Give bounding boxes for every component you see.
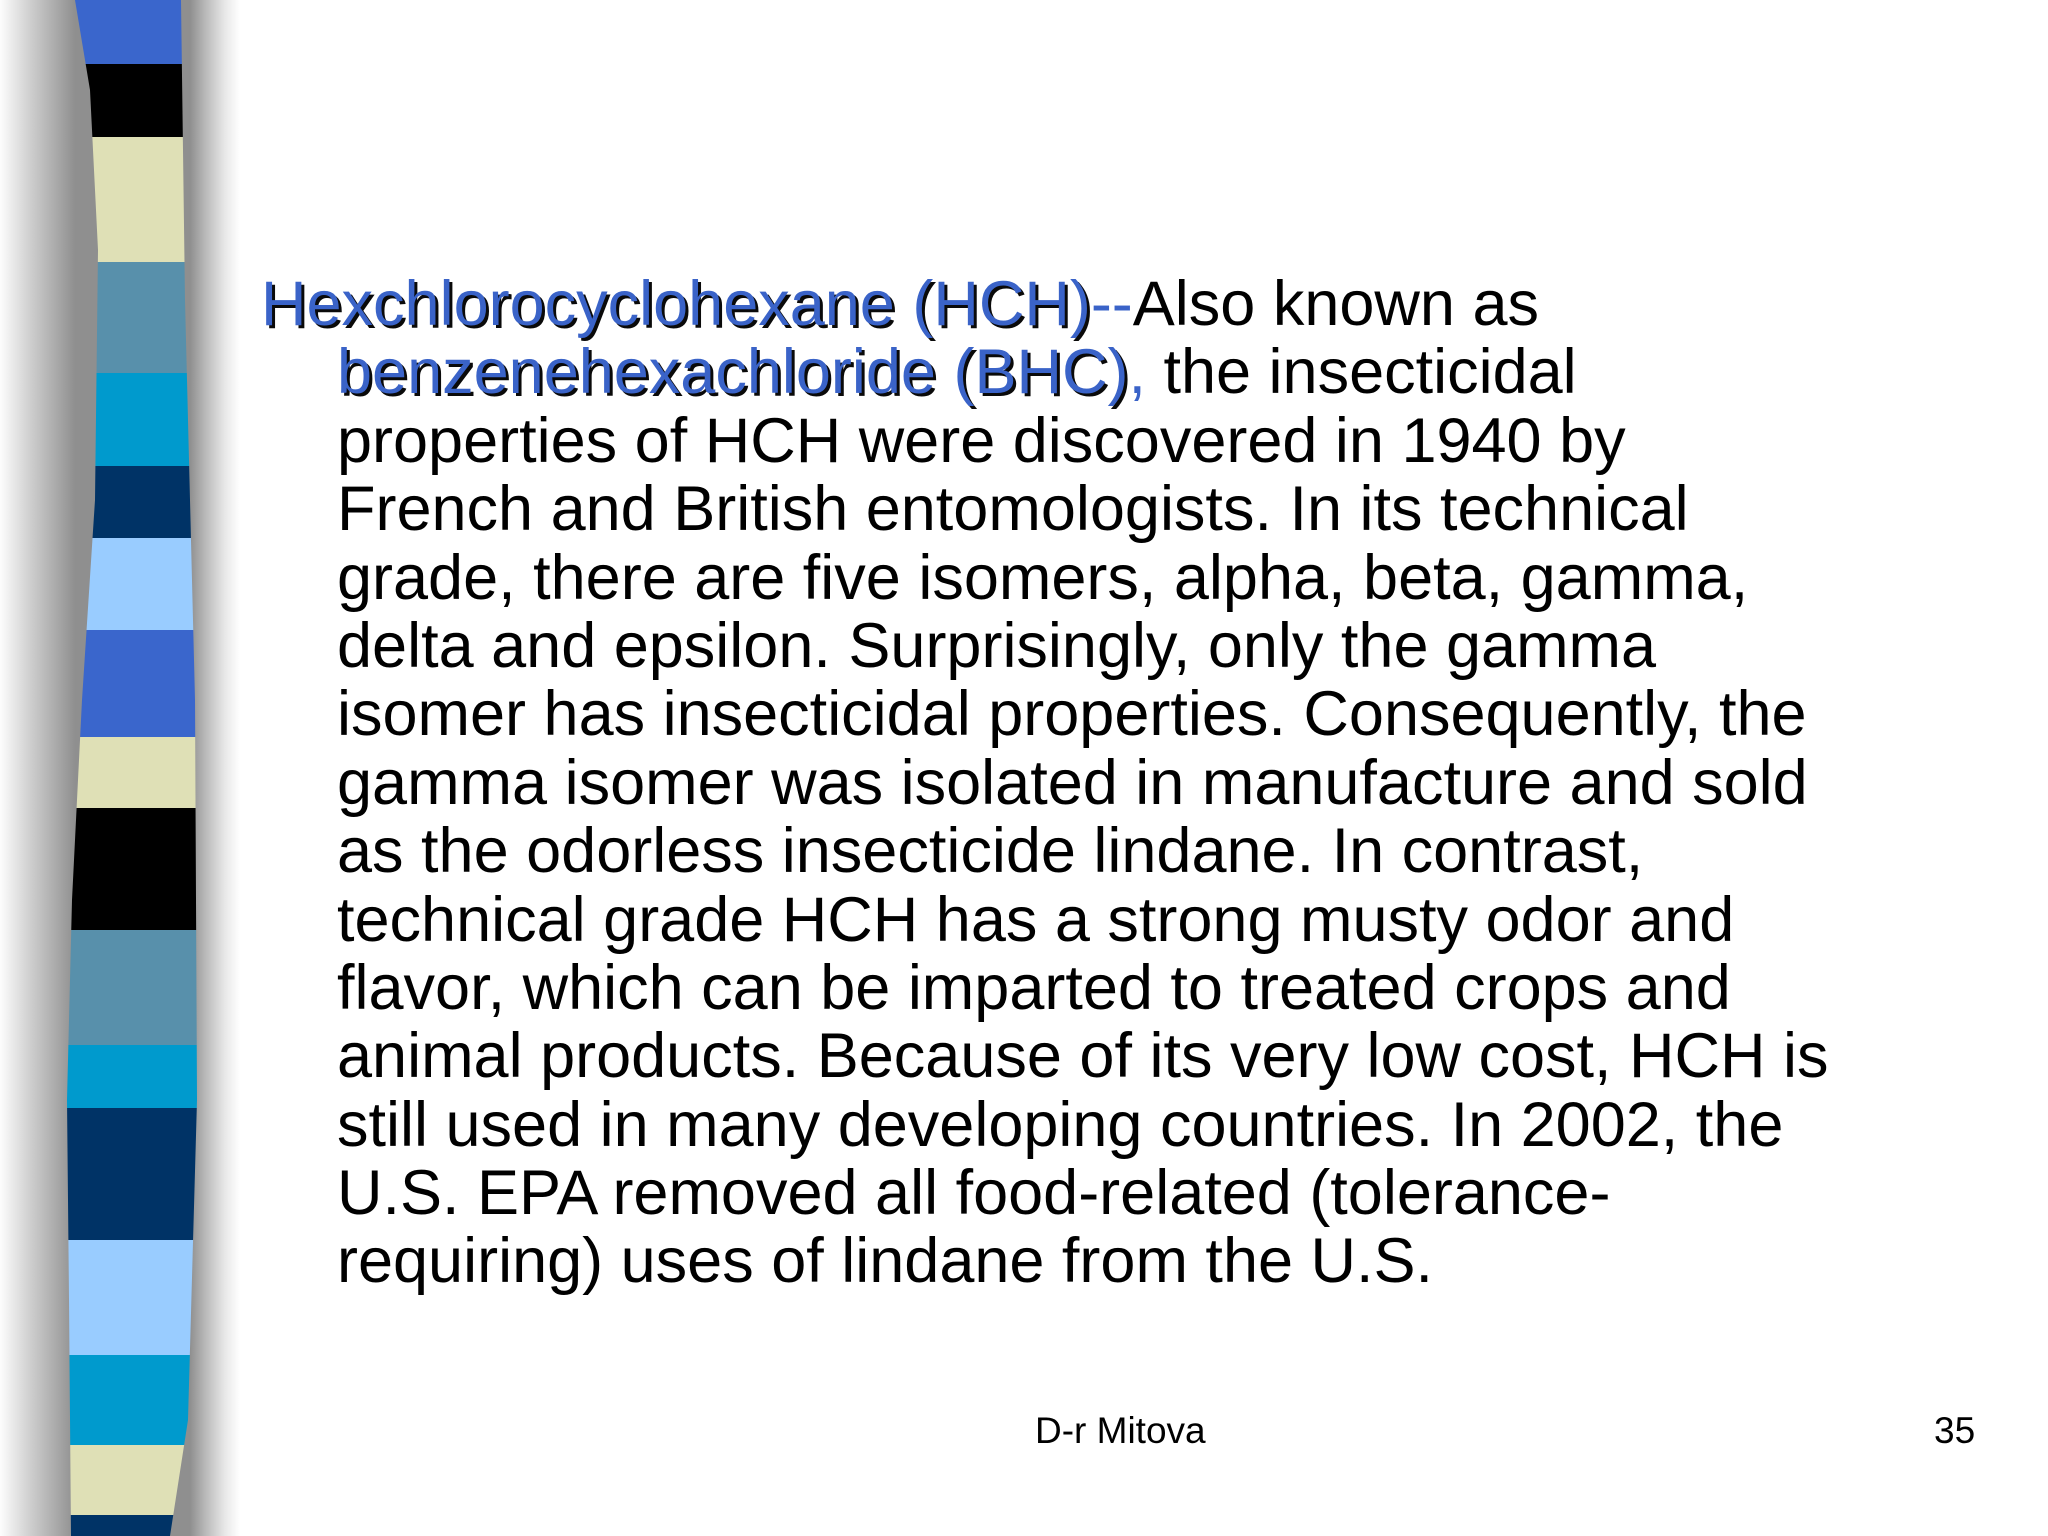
second-line-text: the insecticidal [1163, 337, 1577, 408]
dash: -- [1090, 269, 1133, 339]
body-line: as the odorless insecticide lindane. In contrast, [337, 816, 1644, 887]
term-bhc: benzenehexachloride (BHC) [337, 337, 1129, 408]
term-hch: Hexchlorocyclohexane (HCH) [261, 269, 1091, 339]
footer-author: D-r Mitova [1035, 1410, 1206, 1451]
second-line [261, 338, 1829, 406]
body-line: still used in many developing countries. In 2002, the [337, 1089, 1784, 1160]
body-line: gamma isomer was isolated in manufacture and sold [337, 747, 1808, 818]
body-line: U.S. EPA removed all food-related (tolerance- [337, 1158, 1611, 1229]
body-line: delta and epsilon. Surprisingly, only the gamma [337, 610, 1657, 681]
comma: , [1128, 337, 1164, 408]
body-line: grade, there are five isomers, alpha, beta, gamma, [337, 542, 1749, 613]
first-line [261, 270, 1829, 338]
body-line: flavor, which can be imparted to treated crops and [337, 952, 1731, 1023]
slide-body [261, 270, 1829, 1296]
body-line: properties of HCH were discovered in 1940 by [337, 405, 1626, 476]
body-line: French and British entomologists. In its technical [337, 474, 1689, 545]
body-line: animal products. Because of its very low cost, HCH is [337, 1021, 1829, 1092]
body-line: requiring) uses of lindane from the U.S. [337, 1226, 1434, 1297]
body-line: technical grade HCH has a strong musty odor and [337, 884, 1735, 955]
slide-number: 35 [1934, 1410, 1976, 1451]
intro-text: Also known as [1132, 269, 1539, 339]
body-line: isomer has insecticidal properties. Consequently, the [337, 679, 1807, 750]
